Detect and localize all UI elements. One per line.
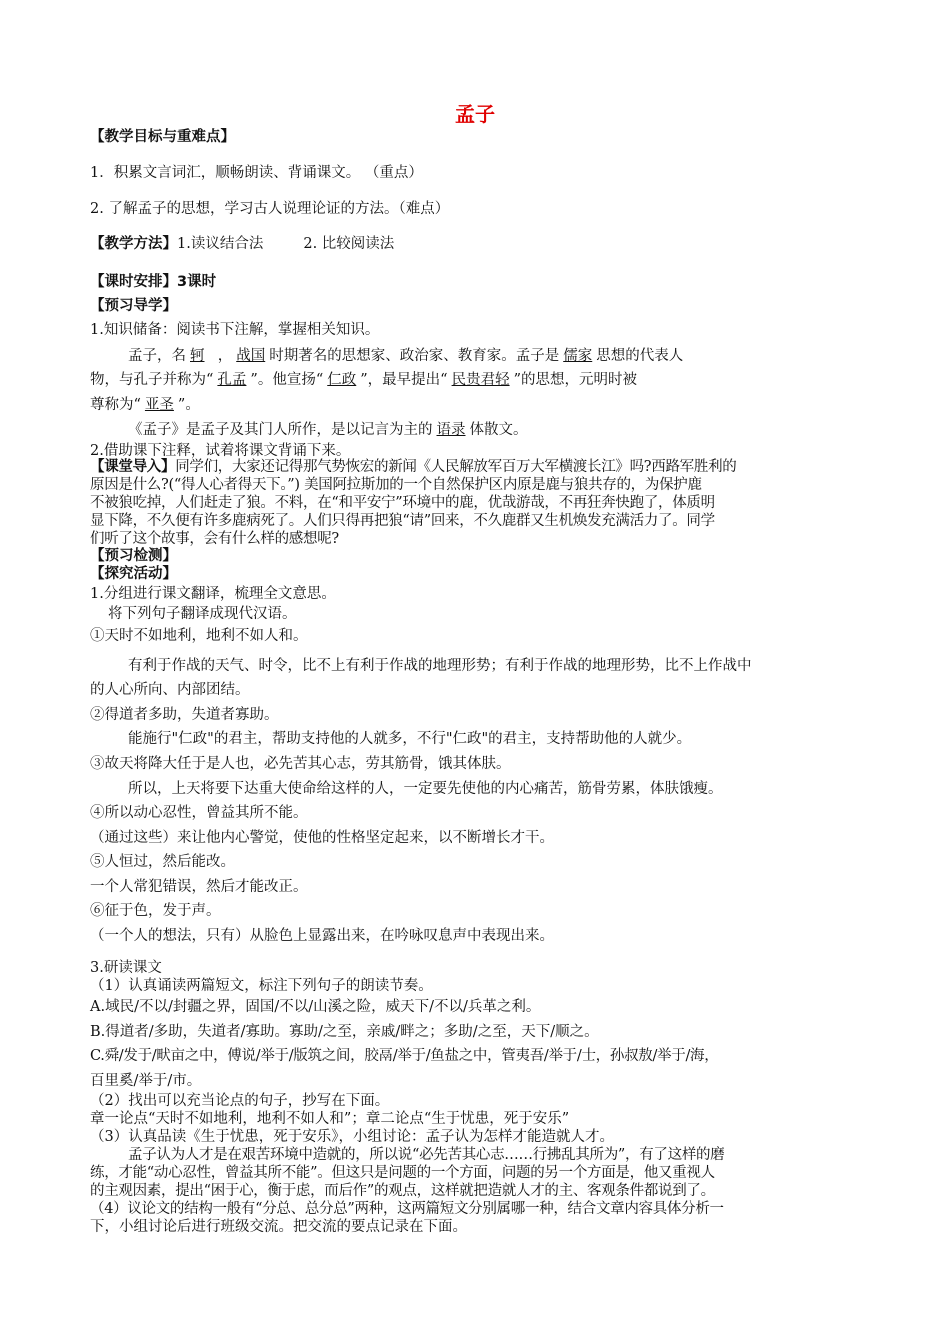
method-2: 2. 比较阅读法 — [303, 236, 395, 252]
blank-name: 轲 — [190, 348, 205, 364]
translation-1b: 的人心所向、内部团结。 — [90, 682, 250, 698]
text-span: ”。他宣扬“ — [250, 372, 324, 388]
explore-item-1: 1.分组进行课文翻译，梳理全文意思。 — [90, 586, 336, 602]
text-span: 孟子，名 — [128, 348, 186, 364]
preview-item-2: 2.借助课下注释，试着将课文背诵下来。 — [90, 443, 351, 459]
intro-line-4: 显下降，不久便有许多鹿病死了。人们只得再把狼“请”回来，不久鹿群又生机焕发充满活力了。同学 — [90, 513, 715, 529]
goals-heading: 【教学目标与重难点】 — [90, 129, 235, 145]
text-span: ”，最早提出“ — [360, 372, 448, 388]
study-q2-answer: 章一论点“天时不如地利，地利不如人和”；章二论点“生于忧患，死于安乐” — [90, 1111, 570, 1127]
text-span: 时期著名的思想家、政治家、教育家。孟子是 — [269, 348, 560, 364]
text-span: 物，与孔子并称为“ — [90, 372, 214, 388]
study-q4-line-1: （4）议论文的结构一般有“分总、总分总”两种，这两篇短文分别属哪一种，结合文章内容具体分析一 — [90, 1201, 724, 1217]
goal-item-2: 2. 了解孟子的思想，学习古人说理论证的方法。（难点） — [90, 201, 450, 217]
blank-genre: 语录 — [436, 422, 466, 438]
schedule-heading: 【课时安排】 — [90, 274, 177, 290]
text-span: 思想的代表人 — [596, 348, 684, 364]
preview-paragraph-line-1 — [128, 346, 683, 366]
intro-line-3: 不被狼吃掉，人们赶走了狼。不料，在“和平安宁”环境中的鹿，优哉游哉，不再狂奔快跑了，体质明 — [90, 495, 715, 511]
schedule-line — [90, 272, 216, 292]
study-q3: （3）认真品读《生于忧患，死于安乐》，小组讨论：孟子认为怎样才能造就人才。 — [90, 1129, 614, 1145]
goal-item-1: 1．积累文言词汇，顺畅朗读、背诵课文。 （重点） — [90, 165, 423, 181]
preview-paragraph-line-2 — [90, 370, 637, 390]
study-q1-c2: 百里奚/举于/市。 — [90, 1073, 202, 1089]
sentence-2: ②得道者多助，失道者寡助。 — [90, 707, 279, 723]
study-q4-line-2: 下，小组讨论后进行班级交流。把交流的要点记录在下面。 — [90, 1219, 467, 1235]
document-title: 孟子 — [455, 102, 495, 126]
method-heading: 【教学方法】 — [90, 236, 177, 252]
blank-era: 战国 — [236, 348, 266, 364]
explore-heading: 【探究活动】 — [90, 566, 177, 582]
sentence-6: ⑥征于色，发于声。 — [90, 903, 221, 919]
translation-4: （通过这些）来让他内心警觉，使他的性格坚定起来，以不断增长才干。 — [90, 830, 554, 846]
translation-6: （一个人的想法，只有）从脸色上显露出来，在吟咏叹息声中表现出来。 — [90, 928, 554, 944]
schedule-value: 3课时 — [177, 274, 217, 290]
blank-pair: 孔孟 — [217, 372, 247, 388]
intro-heading: 【课堂导入】 — [90, 459, 176, 475]
study-q1-a: A.域民/不以/封疆之界，固国/不以/山溪之险，威天下/不以/兵革之利。 — [90, 999, 541, 1015]
translation-2: 能施行"仁政"的君主，帮助支持他的人就多，不行"仁政"的君主，支持帮助他的人就少。 — [128, 731, 692, 747]
check-heading: 【预习检测】 — [90, 548, 177, 564]
study-q1: （1）认真诵读两篇短文，标注下列句子的朗读节奏。 — [90, 978, 433, 994]
sentence-3: ③故天将降大任于是人也，必先苦其心志，劳其筋骨，饿其体肤。 — [90, 756, 511, 772]
text-span: 同学们，大家还记得那气势恢宏的新闻《人民解放军百万大军横渡长江》吗?西路军胜利的 — [175, 459, 737, 475]
text-span: 尊称为“ — [90, 397, 141, 413]
blank-school: 儒家 — [563, 348, 593, 364]
preview-heading: 【预习导学】 — [90, 298, 177, 314]
study-q3-answer-1: 孟子认为人才是在艰苦环境中造就的，所以说“必先苦其心志……行拂乱其所为”，有了这样的磨 — [128, 1147, 725, 1163]
preview-paragraph-line-4 — [128, 420, 528, 440]
study-heading: 3.研读课文 — [90, 960, 162, 976]
intro-line-2: 原因是什么?(“得人心者得天下。”) 美国阿拉斯加的一个自然保护区内原是鹿与狼共存的，为保护鹿 — [90, 477, 702, 493]
blank-idea: 民贵君轻 — [451, 372, 510, 388]
text-span: ， — [217, 348, 233, 364]
study-q2: （2）找出可以充当论点的句子，抄写在下面。 — [90, 1093, 390, 1109]
text-span: ”的思想，元明时被 — [513, 372, 637, 388]
study-q1-c1: C.舜/发于/畎亩之中，傅说/举于/版筑之间，胶鬲/举于/鱼盐之中，管夷吾/举于/士，孙叔敖/举于/海， — [90, 1048, 719, 1064]
preview-item-1: 1.知识储备：阅读书下注解，掌握相关知识。 — [90, 322, 380, 338]
study-q1-b: B.得道者/多助，失道者/寡助。寡助/之至，亲戚/畔之；多助/之至，天下/顺之。 — [90, 1024, 599, 1040]
study-q3-answer-2: 练，才能“动心忍性，曾益其所不能”。但这只是问题的一个方面，问题的另一个方面是，他又重视人 — [90, 1165, 715, 1181]
explore-instruction: 将下列句子翻译成现代汉语。 — [108, 606, 297, 622]
text-span: 体散文。 — [469, 422, 528, 438]
translation-1a: 有利于作战的天气、时令，比不上有利于作战的地理形势；有利于作战的地理形势，比不上作战中 — [128, 658, 752, 674]
sentence-4: ④所以动心忍性，曾益其所不能。 — [90, 805, 308, 821]
intro-line-1 — [90, 457, 736, 477]
translation-5: 一个人常犯错误，然后才能改正。 — [90, 879, 308, 895]
text-span: 《孟子》是孟子及其门人所作，是以记言为主的 — [128, 422, 433, 438]
preview-paragraph-line-3 — [90, 395, 200, 415]
translation-3: 所以，上天将要下达重大使命给这样的人，一定要先使他的内心痛苦，筋骨劳累，体肤饿瘦。 — [128, 781, 723, 797]
sentence-5: ⑤人恒过，然后能改。 — [90, 854, 235, 870]
blank-title: 亚圣 — [144, 397, 174, 413]
intro-line-5: 们听了这个故事，会有什么样的感想呢? — [90, 531, 339, 547]
text-span: ”。 — [177, 397, 200, 413]
blank-policy: 仁政 — [327, 372, 357, 388]
study-q3-answer-3: 的主观因素，提出“困于心，衡于虑，而后作”的观点，这样就把造就人才的主、客观条件都说到了。 — [90, 1183, 715, 1199]
method-line — [90, 234, 394, 254]
sentence-1: ①天时不如地利，地利不如人和。 — [90, 628, 308, 644]
method-1: 1.读议结合法 — [177, 236, 264, 252]
